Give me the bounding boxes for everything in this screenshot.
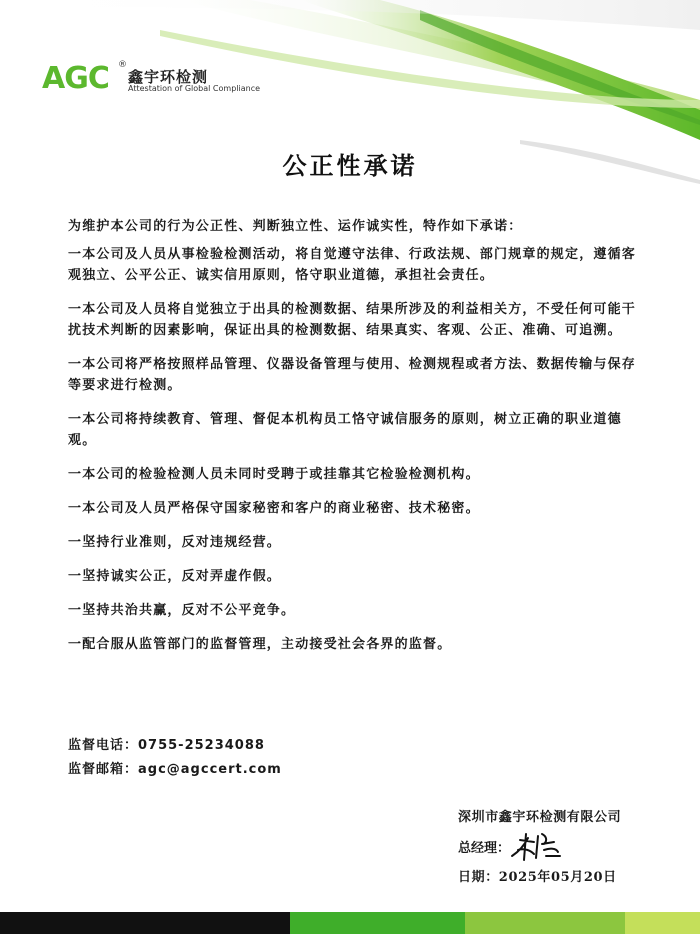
supervision-email: 监督邮箱：agc@agccert.com — [68, 762, 282, 777]
commitment-item: 一坚持行业准则，反对违规经营。 — [68, 535, 282, 550]
logo-mark — [42, 62, 109, 96]
supervision-phone: 监督电话：0755-25234088 — [68, 738, 265, 753]
company-name: 深圳市鑫宇环检测有限公司 — [458, 810, 622, 825]
footer-color-bar — [0, 912, 700, 934]
commitment-item: 一坚持诚实公正，反对弄虚作假。 — [68, 569, 282, 584]
commitment-item: 一配合服从监管部门的监督管理，主动接受社会各界的监督。 — [68, 637, 452, 652]
logo-name-en: Attestation of Global Compliance — [128, 84, 261, 93]
handwritten-signature — [508, 826, 568, 866]
contact-block — [68, 734, 282, 782]
bar-segment-lime — [625, 912, 700, 934]
page-title: 公正性承诺 — [282, 152, 418, 180]
manager-label: 总经理： — [458, 841, 511, 856]
logo-mark-text: AGC — [42, 61, 109, 96]
commitment-item: 一坚持共治共赢，反对不公平竞争。 — [68, 603, 296, 618]
commitment-item: 一本公司将持续教育、管理、督促本机构员工恪守诚信服务的原则，树立正确的职业道德观。 — [68, 412, 622, 448]
signing-date: 日期：2025年05月20日 — [458, 870, 617, 885]
bar-segment-light-green — [465, 912, 625, 934]
commitment-list — [68, 244, 648, 668]
registered-mark: ® — [118, 60, 127, 70]
logo-name-cn: 鑫宇环检测 — [128, 68, 209, 86]
commitment-item: 一本公司及人员从事检验检测活动，将自觉遵守法律、行政法规、部门规章的规定，遵循客观独立、公平公正、诚实信用原则，恪守职业道德，承担社会责任。 — [68, 247, 637, 283]
bar-segment-dark — [0, 912, 290, 934]
commitment-item: 一本公司及人员严格保守国家秘密和客户的商业秘密、技术秘密。 — [68, 501, 480, 516]
intro-text: 为维护本公司的行为公正性、判断独立性、运作诚实性，特作如下承诺： — [68, 219, 523, 234]
bar-segment-green — [290, 912, 465, 934]
commitment-item: 一本公司将严格按照样品管理、仪器设备管理与使用、检测规程或者方法、数据传输与保存等要求进行检测。 — [68, 357, 637, 393]
commitment-item: 一本公司及人员将自觉独立于出具的检测数据、结果所涉及的利益相关方，不受任何可能干扰技术判断的因素影响，保证出具的检测数据、结果真实、客观、公正、准确、可追溯。 — [68, 302, 637, 338]
commitment-item: 一本公司的检验检测人员未同时受聘于或挂靠其它检验检测机构。 — [68, 467, 480, 482]
